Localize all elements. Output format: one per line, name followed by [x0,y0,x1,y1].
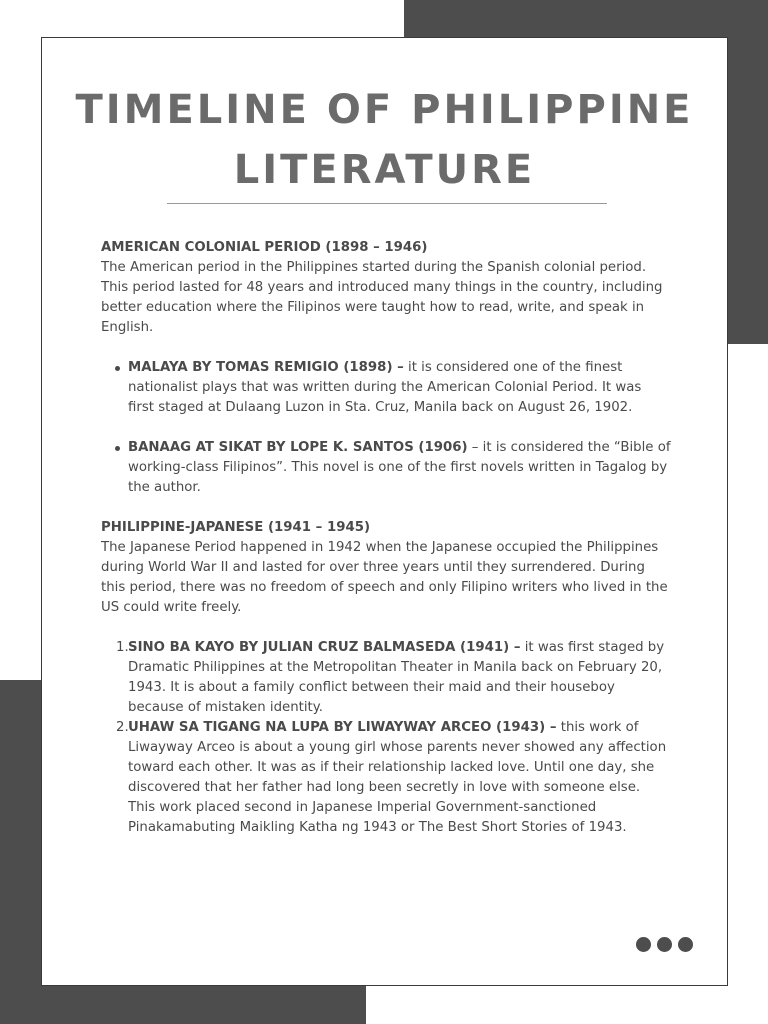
work-title: MALAYA BY TOMAS REMIGIO (1898) – [128,360,404,375]
work-title: UHAW SA TIGANG NA LUPA BY LIWAYWAY ARCEO (1943) – [128,720,557,735]
work-description: it is considered one of the finest nationalist plays that was written during the American Colonial Period. It was first staged at Dulaang Luzon in Sta. Cruz, Manila back on August 26, 1902. [128,360,642,415]
work-description: this work of Liwayway Arceo is about a young girl whose parents never showed any affection toward each other. It was as if their relationship lacked love. Until one day, she discovered that her father had long been secretly in love with someone else. This work placed second in Japanese Imperial Government-sanctioned Pinakamabuting Maikling Katha ng 1943 or The Best Short Stories of 1943. [128,720,667,835]
work-title: BANAAG AT SIKAT BY LOPE K. SANTOS (1906) [128,440,468,455]
dot-3 [678,937,693,952]
title-line-2: LITERATURE [233,147,536,193]
content-card [41,37,728,986]
list-item [128,358,671,418]
dot-2 [657,937,672,952]
list-number: 2. [116,720,129,735]
document-body [101,238,671,838]
american-works-list [101,358,671,498]
list-item [116,718,671,838]
title-divider [167,203,607,204]
list-item [128,438,671,498]
dot-1 [636,937,651,952]
more-dots-icon [636,937,693,952]
american-period-intro: The American period in the Philippines started during the Spanish colonial period. This period lasted for 48 years and introduced many things in the country, including better education where the Filipinos were taught how to read, write, and speak in English. [101,260,663,335]
japanese-period-section [101,518,671,838]
american-period-section [101,238,671,498]
work-description: it was first staged by Dramatic Philippines at the Metropolitan Theater in Manila back on February 20, 1943. It is about a family conflict between their maid and their houseboy because of mistaken identity. [128,640,665,715]
title-line-1: TIMELINE OF PHILIPPINE [75,87,694,133]
american-period-heading: AMERICAN COLONIAL PERIOD (1898 – 1946) [101,240,428,255]
japanese-works-list [101,638,671,838]
work-description: – it is considered the “Bible of working-class Filipinos”. This novel is one of the first novels written in Tagalog by the author. [128,440,671,495]
japanese-period-intro: The Japanese Period happened in 1942 when the Japanese occupied the Philippines during World War II and lasted for over three years until they surrendered. During this period, there was no freedom of speech and only Filipino writers who lived in the US could write freely. [101,540,668,615]
list-number: 1. [116,640,129,655]
japanese-period-heading: PHILIPPINE-JAPANESE (1941 – 1945) [101,520,371,535]
work-title: SINO BA KAYO BY JULIAN CRUZ BALMASEDA (1941) – [128,640,521,655]
list-item [116,638,671,718]
page-title [42,80,727,200]
